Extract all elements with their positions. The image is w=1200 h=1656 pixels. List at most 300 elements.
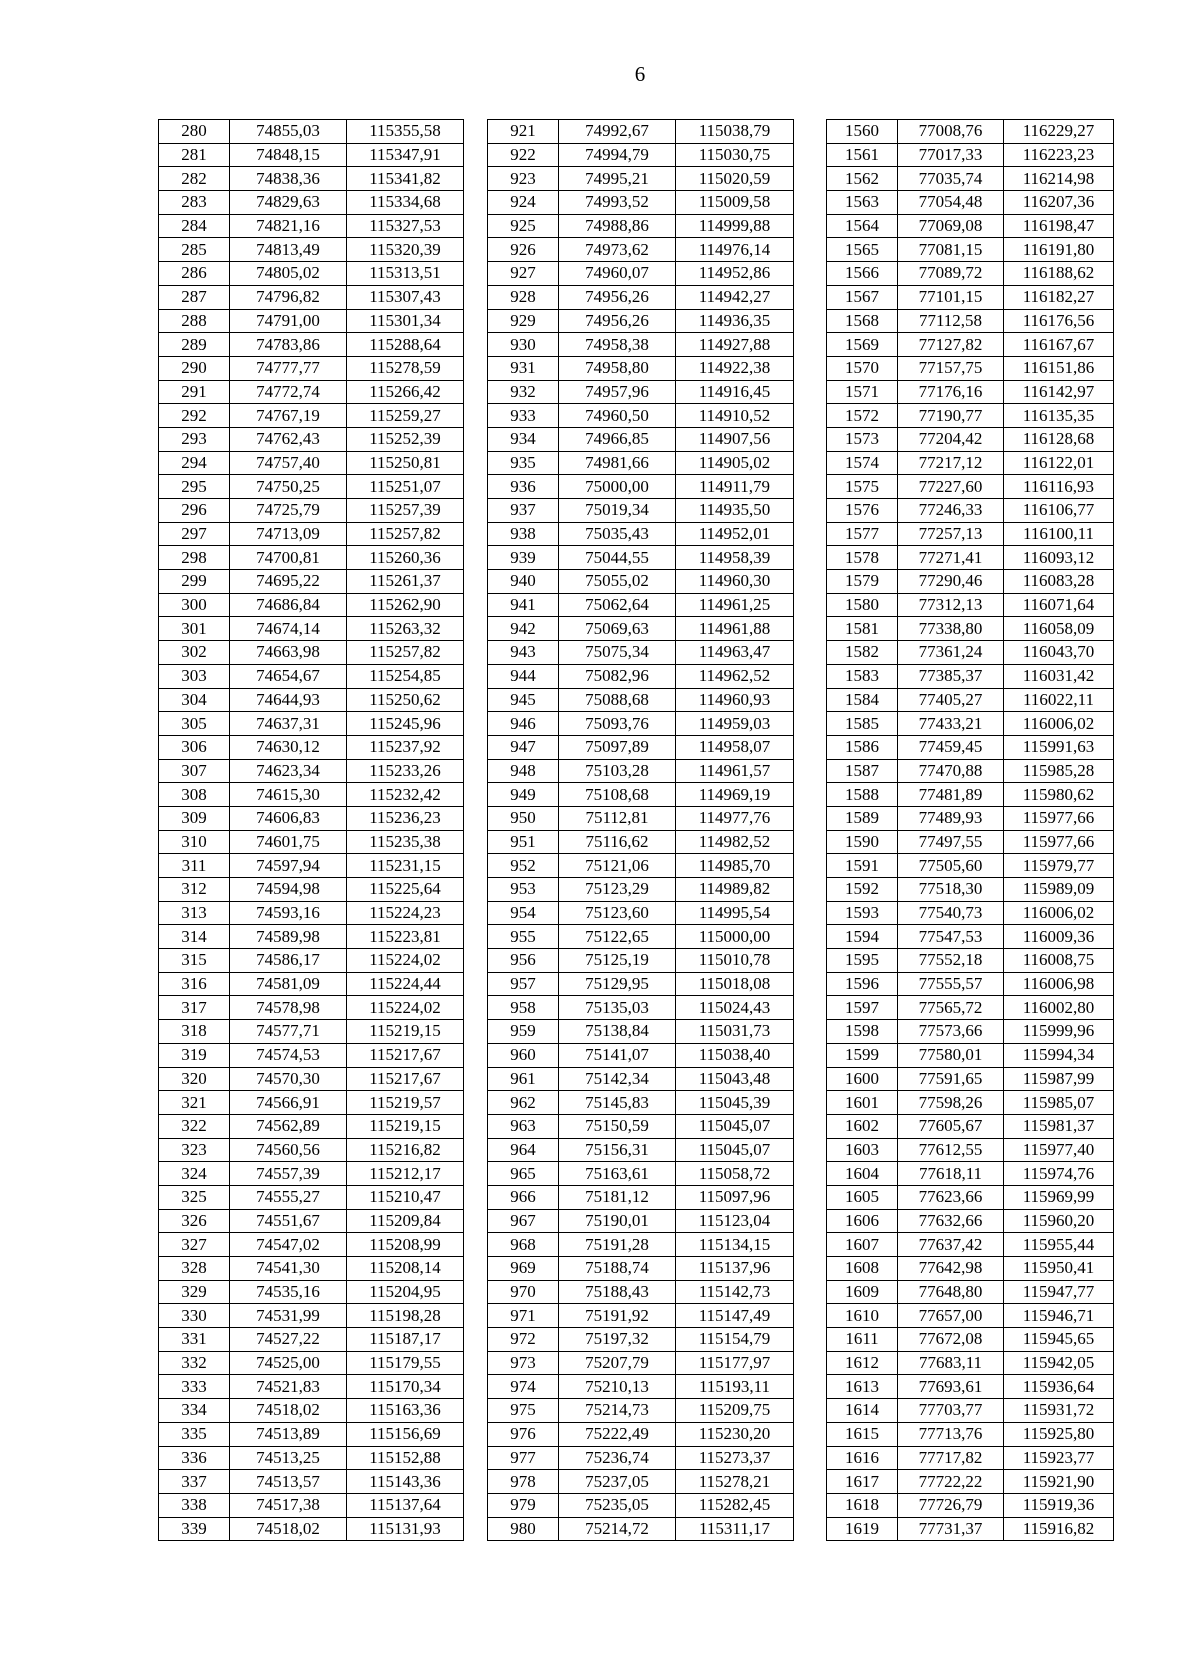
column-group-separator — [464, 972, 488, 996]
point-number-cell: 938 — [488, 522, 559, 546]
point-number-cell: 970 — [488, 1280, 559, 1304]
x-coordinate-cell: 77312,13 — [898, 593, 1004, 617]
x-coordinate-cell: 75062,64 — [559, 593, 676, 617]
point-number-cell: 313 — [159, 901, 230, 925]
table-row — [159, 167, 1114, 191]
point-number-cell: 1601 — [827, 1091, 898, 1115]
y-coordinate-cell: 115260,36 — [347, 546, 464, 570]
y-coordinate-cell: 116009,36 — [1004, 925, 1114, 949]
point-number-cell: 976 — [488, 1422, 559, 1446]
point-number-cell: 339 — [159, 1517, 230, 1541]
point-number-cell: 1615 — [827, 1422, 898, 1446]
x-coordinate-cell: 74988,86 — [559, 214, 676, 238]
x-coordinate-cell: 75075,34 — [559, 641, 676, 665]
x-coordinate-cell: 75138,84 — [559, 1020, 676, 1044]
point-number-cell: 333 — [159, 1375, 230, 1399]
x-coordinate-cell: 77069,08 — [898, 214, 1004, 238]
y-coordinate-cell: 115980,62 — [1004, 783, 1114, 807]
x-coordinate-cell: 77470,88 — [898, 759, 1004, 783]
column-group-separator — [794, 1091, 827, 1115]
column-group-separator — [464, 1493, 488, 1517]
column-group-separator — [794, 214, 827, 238]
y-coordinate-cell: 116128,68 — [1004, 427, 1114, 451]
x-coordinate-cell: 74995,21 — [559, 167, 676, 191]
point-number-cell: 951 — [488, 830, 559, 854]
y-coordinate-cell: 115209,84 — [347, 1209, 464, 1233]
column-group-separator — [464, 309, 488, 333]
point-number-cell: 1590 — [827, 830, 898, 854]
x-coordinate-cell: 77017,33 — [898, 143, 1004, 167]
x-coordinate-cell: 75088,68 — [559, 688, 676, 712]
point-number-cell: 319 — [159, 1043, 230, 1067]
column-group-separator — [794, 1399, 827, 1423]
x-coordinate-cell: 77717,82 — [898, 1446, 1004, 1470]
point-number-cell: 972 — [488, 1328, 559, 1352]
x-coordinate-cell: 75188,43 — [559, 1280, 676, 1304]
table-row — [159, 735, 1114, 759]
y-coordinate-cell: 115301,34 — [347, 309, 464, 333]
point-number-cell: 980 — [488, 1517, 559, 1541]
x-coordinate-cell: 74958,80 — [559, 356, 676, 380]
y-coordinate-cell: 115156,69 — [347, 1422, 464, 1446]
x-coordinate-cell: 74992,67 — [559, 120, 676, 144]
y-coordinate-cell: 115341,82 — [347, 167, 464, 191]
table-row — [159, 522, 1114, 546]
table-row — [159, 333, 1114, 357]
point-number-cell: 939 — [488, 546, 559, 570]
point-number-cell: 1605 — [827, 1185, 898, 1209]
y-coordinate-cell: 115031,73 — [676, 1020, 794, 1044]
column-group-separator — [464, 1257, 488, 1281]
y-coordinate-cell: 114927,88 — [676, 333, 794, 357]
column-group-separator — [464, 1517, 488, 1541]
column-group-separator — [794, 380, 827, 404]
x-coordinate-cell: 74555,27 — [230, 1185, 347, 1209]
point-number-cell: 303 — [159, 664, 230, 688]
point-number-cell: 1569 — [827, 333, 898, 357]
y-coordinate-cell: 115030,75 — [676, 143, 794, 167]
point-number-cell: 944 — [488, 664, 559, 688]
point-number-cell: 1589 — [827, 806, 898, 830]
x-coordinate-cell: 74960,07 — [559, 262, 676, 286]
y-coordinate-cell: 114922,38 — [676, 356, 794, 380]
y-coordinate-cell: 116031,42 — [1004, 664, 1114, 688]
y-coordinate-cell: 115187,17 — [347, 1328, 464, 1352]
x-coordinate-cell: 75000,00 — [559, 475, 676, 499]
y-coordinate-cell: 115313,51 — [347, 262, 464, 286]
y-coordinate-cell: 115259,27 — [347, 404, 464, 428]
x-coordinate-cell: 74518,02 — [230, 1399, 347, 1423]
x-coordinate-cell: 75163,61 — [559, 1162, 676, 1186]
column-group-separator — [794, 451, 827, 475]
x-coordinate-cell: 74767,19 — [230, 404, 347, 428]
point-number-cell: 315 — [159, 949, 230, 973]
point-number-cell: 955 — [488, 925, 559, 949]
y-coordinate-cell: 116214,98 — [1004, 167, 1114, 191]
x-coordinate-cell: 75108,68 — [559, 783, 676, 807]
x-coordinate-cell: 74674,14 — [230, 617, 347, 641]
y-coordinate-cell: 115288,64 — [347, 333, 464, 357]
point-number-cell: 1587 — [827, 759, 898, 783]
x-coordinate-cell: 77731,37 — [898, 1517, 1004, 1541]
table-row — [159, 1091, 1114, 1115]
point-number-cell: 309 — [159, 806, 230, 830]
x-coordinate-cell: 74615,30 — [230, 783, 347, 807]
x-coordinate-cell: 75141,07 — [559, 1043, 676, 1067]
table-row — [159, 830, 1114, 854]
x-coordinate-cell: 74981,66 — [559, 451, 676, 475]
y-coordinate-cell: 116176,56 — [1004, 309, 1114, 333]
column-group-separator — [464, 1091, 488, 1115]
y-coordinate-cell: 115257,82 — [347, 522, 464, 546]
point-number-cell: 1594 — [827, 925, 898, 949]
point-number-cell: 967 — [488, 1209, 559, 1233]
column-group-separator — [794, 1351, 827, 1375]
x-coordinate-cell: 75236,74 — [559, 1446, 676, 1470]
point-number-cell: 297 — [159, 522, 230, 546]
y-coordinate-cell: 115969,99 — [1004, 1185, 1114, 1209]
x-coordinate-cell: 74630,12 — [230, 735, 347, 759]
x-coordinate-cell: 75123,29 — [559, 878, 676, 902]
column-group-separator — [464, 1185, 488, 1209]
point-number-cell: 1603 — [827, 1138, 898, 1162]
y-coordinate-cell: 115925,80 — [1004, 1422, 1114, 1446]
y-coordinate-cell: 116006,02 — [1004, 901, 1114, 925]
x-coordinate-cell: 77204,42 — [898, 427, 1004, 451]
point-number-cell: 330 — [159, 1304, 230, 1328]
y-coordinate-cell: 115278,21 — [676, 1470, 794, 1494]
column-group-separator — [464, 285, 488, 309]
column-group-separator — [794, 972, 827, 996]
column-group-separator — [464, 1470, 488, 1494]
y-coordinate-cell: 116198,47 — [1004, 214, 1114, 238]
column-group-separator — [464, 238, 488, 262]
column-group-separator — [464, 830, 488, 854]
column-group-separator — [794, 1185, 827, 1209]
x-coordinate-cell: 77618,11 — [898, 1162, 1004, 1186]
x-coordinate-cell: 77722,22 — [898, 1470, 1004, 1494]
y-coordinate-cell: 114963,47 — [676, 641, 794, 665]
y-coordinate-cell: 114985,70 — [676, 854, 794, 878]
y-coordinate-cell: 114916,45 — [676, 380, 794, 404]
column-group-separator — [794, 499, 827, 523]
column-group-separator — [464, 570, 488, 594]
column-group-separator — [794, 593, 827, 617]
y-coordinate-cell: 115224,02 — [347, 996, 464, 1020]
x-coordinate-cell: 74623,34 — [230, 759, 347, 783]
y-coordinate-cell: 114907,56 — [676, 427, 794, 451]
y-coordinate-cell: 115010,78 — [676, 949, 794, 973]
y-coordinate-cell: 116167,67 — [1004, 333, 1114, 357]
y-coordinate-cell: 115142,73 — [676, 1280, 794, 1304]
column-group-separator — [464, 1067, 488, 1091]
column-group-separator — [464, 120, 488, 144]
y-coordinate-cell: 115327,53 — [347, 214, 464, 238]
point-number-cell: 1570 — [827, 356, 898, 380]
point-number-cell: 1599 — [827, 1043, 898, 1067]
x-coordinate-cell: 74796,82 — [230, 285, 347, 309]
y-coordinate-cell: 116151,86 — [1004, 356, 1114, 380]
x-coordinate-cell: 77693,61 — [898, 1375, 1004, 1399]
y-coordinate-cell: 114995,54 — [676, 901, 794, 925]
x-coordinate-cell: 74560,56 — [230, 1138, 347, 1162]
y-coordinate-cell: 114999,88 — [676, 214, 794, 238]
point-number-cell: 1617 — [827, 1470, 898, 1494]
column-group-separator — [794, 356, 827, 380]
point-number-cell: 949 — [488, 783, 559, 807]
x-coordinate-cell: 77598,26 — [898, 1091, 1004, 1115]
point-number-cell: 960 — [488, 1043, 559, 1067]
y-coordinate-cell: 115945,65 — [1004, 1328, 1114, 1352]
y-coordinate-cell: 115311,17 — [676, 1517, 794, 1541]
point-number-cell: 1606 — [827, 1209, 898, 1233]
point-number-cell: 305 — [159, 712, 230, 736]
y-coordinate-cell: 115137,64 — [347, 1493, 464, 1517]
x-coordinate-cell: 74606,83 — [230, 806, 347, 830]
column-group-separator — [464, 1162, 488, 1186]
y-coordinate-cell: 115950,41 — [1004, 1257, 1114, 1281]
y-coordinate-cell: 116008,75 — [1004, 949, 1114, 973]
x-coordinate-cell: 74525,00 — [230, 1351, 347, 1375]
x-coordinate-cell: 77405,27 — [898, 688, 1004, 712]
point-number-cell: 977 — [488, 1446, 559, 1470]
x-coordinate-cell: 74535,16 — [230, 1280, 347, 1304]
y-coordinate-cell: 115237,92 — [347, 735, 464, 759]
point-number-cell: 942 — [488, 617, 559, 641]
point-number-cell: 1595 — [827, 949, 898, 973]
point-number-cell: 318 — [159, 1020, 230, 1044]
y-coordinate-cell: 115212,17 — [347, 1162, 464, 1186]
x-coordinate-cell: 74557,39 — [230, 1162, 347, 1186]
y-coordinate-cell: 115994,34 — [1004, 1043, 1114, 1067]
y-coordinate-cell: 115307,43 — [347, 285, 464, 309]
x-coordinate-cell: 77547,53 — [898, 925, 1004, 949]
y-coordinate-cell: 115977,66 — [1004, 806, 1114, 830]
table-row — [159, 617, 1114, 641]
x-coordinate-cell: 74594,98 — [230, 878, 347, 902]
x-coordinate-cell: 77385,37 — [898, 664, 1004, 688]
point-number-cell: 959 — [488, 1020, 559, 1044]
point-number-cell: 282 — [159, 167, 230, 191]
table-row — [159, 499, 1114, 523]
y-coordinate-cell: 115257,82 — [347, 641, 464, 665]
y-coordinate-cell: 115347,91 — [347, 143, 464, 167]
y-coordinate-cell: 114961,57 — [676, 759, 794, 783]
x-coordinate-cell: 75082,96 — [559, 664, 676, 688]
column-group-separator — [464, 1328, 488, 1352]
column-group-separator — [794, 783, 827, 807]
x-coordinate-cell: 74783,86 — [230, 333, 347, 357]
x-coordinate-cell: 75035,43 — [559, 522, 676, 546]
x-coordinate-cell: 75142,34 — [559, 1067, 676, 1091]
column-group-separator — [794, 854, 827, 878]
point-number-cell: 288 — [159, 309, 230, 333]
x-coordinate-cell: 74601,75 — [230, 830, 347, 854]
y-coordinate-cell: 115179,55 — [347, 1351, 464, 1375]
y-coordinate-cell: 114936,35 — [676, 309, 794, 333]
point-number-cell: 285 — [159, 238, 230, 262]
column-group-separator — [794, 664, 827, 688]
column-group-separator — [794, 167, 827, 191]
x-coordinate-cell: 74695,22 — [230, 570, 347, 594]
point-number-cell: 1577 — [827, 522, 898, 546]
y-coordinate-cell: 115198,28 — [347, 1304, 464, 1328]
table-row — [159, 475, 1114, 499]
x-coordinate-cell: 77555,57 — [898, 972, 1004, 996]
x-coordinate-cell: 75097,89 — [559, 735, 676, 759]
y-coordinate-cell: 115282,45 — [676, 1493, 794, 1517]
point-number-cell: 922 — [488, 143, 559, 167]
table-row — [159, 925, 1114, 949]
point-number-cell: 935 — [488, 451, 559, 475]
y-coordinate-cell: 114910,52 — [676, 404, 794, 428]
table-row — [159, 262, 1114, 286]
x-coordinate-cell: 75214,72 — [559, 1517, 676, 1541]
x-coordinate-cell: 74829,63 — [230, 191, 347, 215]
y-coordinate-cell: 114952,01 — [676, 522, 794, 546]
x-coordinate-cell: 77489,93 — [898, 806, 1004, 830]
x-coordinate-cell: 74956,26 — [559, 285, 676, 309]
table-row — [159, 759, 1114, 783]
column-group-separator — [794, 1422, 827, 1446]
y-coordinate-cell: 115043,48 — [676, 1067, 794, 1091]
x-coordinate-cell: 74541,30 — [230, 1257, 347, 1281]
x-coordinate-cell: 77565,72 — [898, 996, 1004, 1020]
column-group-separator — [464, 901, 488, 925]
column-group-separator — [794, 641, 827, 665]
column-group-separator — [464, 925, 488, 949]
x-coordinate-cell: 77552,18 — [898, 949, 1004, 973]
y-coordinate-cell: 115979,77 — [1004, 854, 1114, 878]
point-number-cell: 1610 — [827, 1304, 898, 1328]
y-coordinate-cell: 114952,86 — [676, 262, 794, 286]
x-coordinate-cell: 74531,99 — [230, 1304, 347, 1328]
table-row — [159, 1351, 1114, 1375]
y-coordinate-cell: 115262,90 — [347, 593, 464, 617]
point-number-cell: 931 — [488, 356, 559, 380]
table-row — [159, 546, 1114, 570]
x-coordinate-cell: 77632,66 — [898, 1209, 1004, 1233]
table-row — [159, 143, 1114, 167]
column-group-separator — [464, 1351, 488, 1375]
y-coordinate-cell: 115154,79 — [676, 1328, 794, 1352]
y-coordinate-cell: 115245,96 — [347, 712, 464, 736]
x-coordinate-cell: 74581,09 — [230, 972, 347, 996]
x-coordinate-cell: 74762,43 — [230, 427, 347, 451]
y-coordinate-cell: 114942,27 — [676, 285, 794, 309]
point-number-cell: 324 — [159, 1162, 230, 1186]
x-coordinate-cell: 74654,67 — [230, 664, 347, 688]
point-number-cell: 945 — [488, 688, 559, 712]
point-number-cell: 936 — [488, 475, 559, 499]
column-group-separator — [794, 262, 827, 286]
point-number-cell: 979 — [488, 1493, 559, 1517]
y-coordinate-cell: 115219,15 — [347, 1020, 464, 1044]
y-coordinate-cell: 115209,75 — [676, 1399, 794, 1423]
column-group-separator — [794, 688, 827, 712]
y-coordinate-cell: 116142,97 — [1004, 380, 1114, 404]
table-row — [159, 783, 1114, 807]
y-coordinate-cell: 115266,42 — [347, 380, 464, 404]
y-coordinate-cell: 115233,26 — [347, 759, 464, 783]
column-group-separator — [464, 1422, 488, 1446]
y-coordinate-cell: 114905,02 — [676, 451, 794, 475]
table-row — [159, 451, 1114, 475]
y-coordinate-cell: 115273,37 — [676, 1446, 794, 1470]
y-coordinate-cell: 115991,63 — [1004, 735, 1114, 759]
point-number-cell: 311 — [159, 854, 230, 878]
point-number-cell: 947 — [488, 735, 559, 759]
y-coordinate-cell: 114977,76 — [676, 806, 794, 830]
x-coordinate-cell: 75103,28 — [559, 759, 676, 783]
y-coordinate-cell: 115985,07 — [1004, 1091, 1114, 1115]
point-number-cell: 329 — [159, 1280, 230, 1304]
x-coordinate-cell: 77176,16 — [898, 380, 1004, 404]
column-group-separator — [464, 451, 488, 475]
point-number-cell: 930 — [488, 333, 559, 357]
column-group-separator — [464, 427, 488, 451]
table-row — [159, 1067, 1114, 1091]
y-coordinate-cell: 115355,58 — [347, 120, 464, 144]
x-coordinate-cell: 77481,89 — [898, 783, 1004, 807]
point-number-cell: 300 — [159, 593, 230, 617]
x-coordinate-cell: 77433,21 — [898, 712, 1004, 736]
point-number-cell: 950 — [488, 806, 559, 830]
y-coordinate-cell: 115257,39 — [347, 499, 464, 523]
point-number-cell: 281 — [159, 143, 230, 167]
column-group-separator — [794, 925, 827, 949]
y-coordinate-cell: 115134,15 — [676, 1233, 794, 1257]
column-group-separator — [464, 1375, 488, 1399]
y-coordinate-cell: 116106,77 — [1004, 499, 1114, 523]
column-group-separator — [464, 664, 488, 688]
point-number-cell: 1616 — [827, 1446, 898, 1470]
table-row — [159, 996, 1114, 1020]
point-number-cell: 1602 — [827, 1114, 898, 1138]
x-coordinate-cell: 74848,15 — [230, 143, 347, 167]
y-coordinate-cell: 115224,44 — [347, 972, 464, 996]
y-coordinate-cell: 116100,11 — [1004, 522, 1114, 546]
point-number-cell: 289 — [159, 333, 230, 357]
table-row — [159, 214, 1114, 238]
x-coordinate-cell: 74517,38 — [230, 1493, 347, 1517]
column-group-separator — [794, 333, 827, 357]
x-coordinate-cell: 77035,74 — [898, 167, 1004, 191]
y-coordinate-cell: 115225,64 — [347, 878, 464, 902]
point-number-cell: 921 — [488, 120, 559, 144]
column-group-separator — [464, 1446, 488, 1470]
x-coordinate-cell: 75055,02 — [559, 570, 676, 594]
y-coordinate-cell: 115232,42 — [347, 783, 464, 807]
x-coordinate-cell: 75123,60 — [559, 901, 676, 925]
column-group-separator — [794, 522, 827, 546]
y-coordinate-cell: 116071,64 — [1004, 593, 1114, 617]
table-row — [159, 854, 1114, 878]
y-coordinate-cell: 115985,28 — [1004, 759, 1114, 783]
x-coordinate-cell: 77054,48 — [898, 191, 1004, 215]
y-coordinate-cell: 116043,70 — [1004, 641, 1114, 665]
y-coordinate-cell: 115261,37 — [347, 570, 464, 594]
point-number-cell: 969 — [488, 1257, 559, 1281]
y-coordinate-cell: 115235,38 — [347, 830, 464, 854]
point-number-cell: 301 — [159, 617, 230, 641]
table-row — [159, 120, 1114, 144]
y-coordinate-cell: 115038,79 — [676, 120, 794, 144]
point-number-cell: 1565 — [827, 238, 898, 262]
table-row — [159, 593, 1114, 617]
x-coordinate-cell: 75188,74 — [559, 1257, 676, 1281]
x-coordinate-cell: 74813,49 — [230, 238, 347, 262]
